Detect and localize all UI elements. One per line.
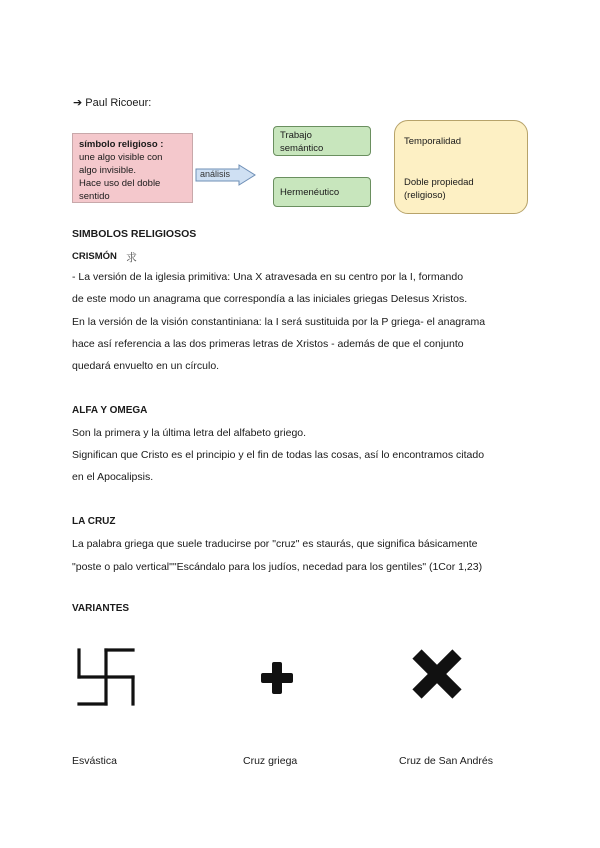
hermeneutico-label: Hermenéutico <box>280 186 340 198</box>
section-title-simbolos: SIMBOLOS RELIGIOSOS <box>72 228 197 240</box>
caption-esvastica: Esvástica <box>72 755 117 767</box>
propiedades-box <box>394 120 528 214</box>
simbolo-line: sentido <box>79 191 110 202</box>
alfa-line: Son la primera y la última letra del alfabeto griego. <box>72 427 307 439</box>
doble-line: (religioso) <box>404 190 446 201</box>
crismon-line: hace así referencia a las dos primeras letras de Xristos - además de que el conjunto <box>72 338 464 350</box>
crismon-line: de este modo un anagrama que correspondía a las iniciales griegas DeIesus Xristos. <box>72 293 468 305</box>
cruz-san-andres-icon <box>411 648 463 700</box>
simbolo-title: símbolo religioso : <box>79 139 164 150</box>
section-title-alfa: ALFA Y OMEGA <box>72 405 148 416</box>
simbolo-religioso-box <box>72 133 193 203</box>
doble-line: Doble propiedad <box>404 177 474 188</box>
alfa-line: Significan que Cristo es el principio y el fin de todas las cosas, así lo encontramos citado <box>72 449 485 461</box>
arrow-label: análisis <box>200 169 231 179</box>
caption-cruz-griega: Cruz griega <box>243 755 298 767</box>
crismon-title: CRISMÓN <box>72 251 117 262</box>
cruz-line: La palabra griega que suele traducirse por "cruz" es staurás, que significa básicamente <box>72 538 478 550</box>
author-line: ➔ Paul Ricoeur: <box>73 97 152 109</box>
temporalidad-label: Temporalidad <box>404 136 462 147</box>
cruz-griega-icon <box>259 660 295 696</box>
trabajo-semantico-box <box>273 126 371 156</box>
crismon-line: quedará envuelto en un círculo. <box>72 360 220 372</box>
section-title-cruz: LA CRUZ <box>72 516 116 527</box>
simbolo-line: Hace uso del doble <box>79 178 161 189</box>
crismon-line: - La versión de la iglesia primitiva: Una X atravesada en su centro por la I, formando <box>72 271 464 283</box>
simbolo-line: algo invisible. <box>79 165 137 176</box>
esvastica-icon <box>76 647 138 707</box>
simbolo-line: une algo visible con <box>79 152 163 163</box>
crismon-line: En la versión de la visión constantiniana: la I será sustituida por la P griega- el anagrama <box>72 316 486 328</box>
trabajo-line: Trabajo <box>280 130 312 141</box>
alfa-line: en el Apocalipsis. <box>72 471 154 483</box>
section-title-variantes: VARIANTES <box>72 603 130 614</box>
trabajo-line: semántico <box>280 143 324 154</box>
crismon-icon: 求 <box>126 252 137 264</box>
cruz-line: "poste o palo vertical""Escándalo para los judíos, necedad para los gentiles" (1Cor 1,23) <box>72 561 483 573</box>
caption-cruz-san-andres: Cruz de San Andrés <box>399 755 493 767</box>
hermeneutico-box <box>273 177 371 207</box>
